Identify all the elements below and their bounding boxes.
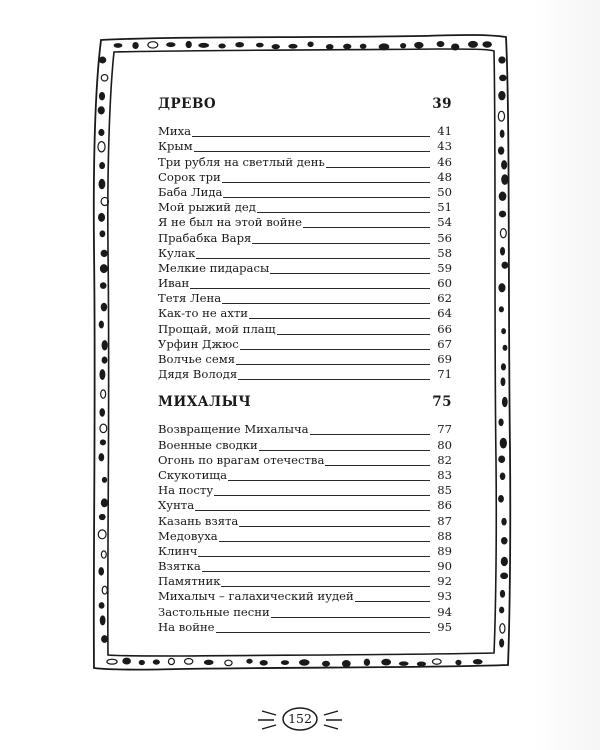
toc-entry-title: Михалыч – галахический иудей [158,589,354,604]
toc-entry-title: Волчье семя [158,352,236,366]
toc-entry-page: 64 [437,306,452,321]
toc-entry-title: Клинч [158,543,198,558]
toc-entry-title: Баба Лида [158,184,223,199]
toc-entry-page: 77 [437,422,452,437]
toc-entry-page: 46 [437,154,452,169]
toc-entry-page: 51 [437,200,452,215]
toc-entry-title: Прабабка Варя [158,230,252,245]
toc-entry-page: 41 [437,124,452,139]
toc-entry-title: Огонь по врагам отечества [158,452,325,467]
toc-entry-page: 48 [437,169,452,184]
toc-entry-title: Прощай, мой плащ [158,321,276,336]
toc-entry-page: 43 [437,139,452,154]
toc-entry-title: Как-то не ахти [158,306,248,321]
toc-entry-title: Сорок три [158,169,221,184]
toc-entry-title: Возвращение Михалыча [158,422,309,437]
toc-entry-title: Урфин Джюс [158,336,239,351]
toc-entry-title: Хунта [158,498,195,513]
toc-entry-title: На посту [158,483,214,498]
toc-entry-title: Я не был на этой войне [158,215,303,230]
toc-entry-page: 83 [437,467,452,482]
section-page: 39 [432,96,452,112]
toc-entry-title: Три рубля на светлый день [158,154,325,169]
toc-entry-title: Казань взята [158,513,239,528]
toc-entry-page: 62 [437,291,452,306]
toc-entry-page: 67 [437,336,452,351]
toc-entry-title: Иван [158,276,190,291]
toc-entry-title: Крым [158,139,193,154]
toc-entry-title: Миха [158,124,192,139]
toc-entry-page: 71 [437,367,452,382]
toc-entry-page: 93 [437,589,452,604]
section-title: МИХАЛЫЧ [158,394,252,411]
toc-entry-page: 95 [437,619,452,634]
toc-entry-title: Мелкие пидарасы [158,260,270,275]
toc-entry-title: Кулак [158,245,196,260]
toc-entry-title: На войне [158,619,215,634]
toc-entry-title: Памятник [158,574,221,589]
toc-entry-page: 69 [437,352,452,366]
toc-entry-page: 50 [437,184,452,199]
toc-entry-title: Скукотища [158,467,227,482]
toc-entry-title: Военные сводки [158,437,258,452]
toc-entry-title: Дядя Володя [158,367,238,382]
toc-entry-title: Медовуха [158,528,218,543]
toc-entry-title: Взятка [158,559,201,574]
toc-entry-page: 92 [437,574,452,589]
toc-entry-title: Мой рыжий дед [158,200,256,215]
toc-entry-page: 88 [437,528,452,543]
toc-entry-page: 85 [437,483,452,498]
section-title: ДРЕВО [158,96,217,112]
toc-entry-page: 90 [437,559,452,574]
section-page: 75 [432,394,452,411]
toc-entry-page: 80 [437,437,452,452]
toc-entry-page: 86 [437,498,452,513]
toc-entry-page: 66 [437,321,452,336]
toc-entry-page: 54 [437,215,452,230]
toc-entry-page: 60 [437,276,452,291]
toc-entry-page: 89 [437,543,452,558]
toc-entry-title: Застольные песни [158,604,270,619]
toc-entry-page: 59 [437,260,452,275]
toc-entry-page: 58 [437,245,452,260]
toc-entry-page: 56 [437,230,452,245]
toc-entry-title: Тетя Лена [158,291,222,306]
toc-entry-page: 94 [437,604,452,619]
toc-entry-page: 82 [437,452,452,467]
toc-entry-page: 87 [437,513,452,528]
page-number: 152 [288,711,312,726]
